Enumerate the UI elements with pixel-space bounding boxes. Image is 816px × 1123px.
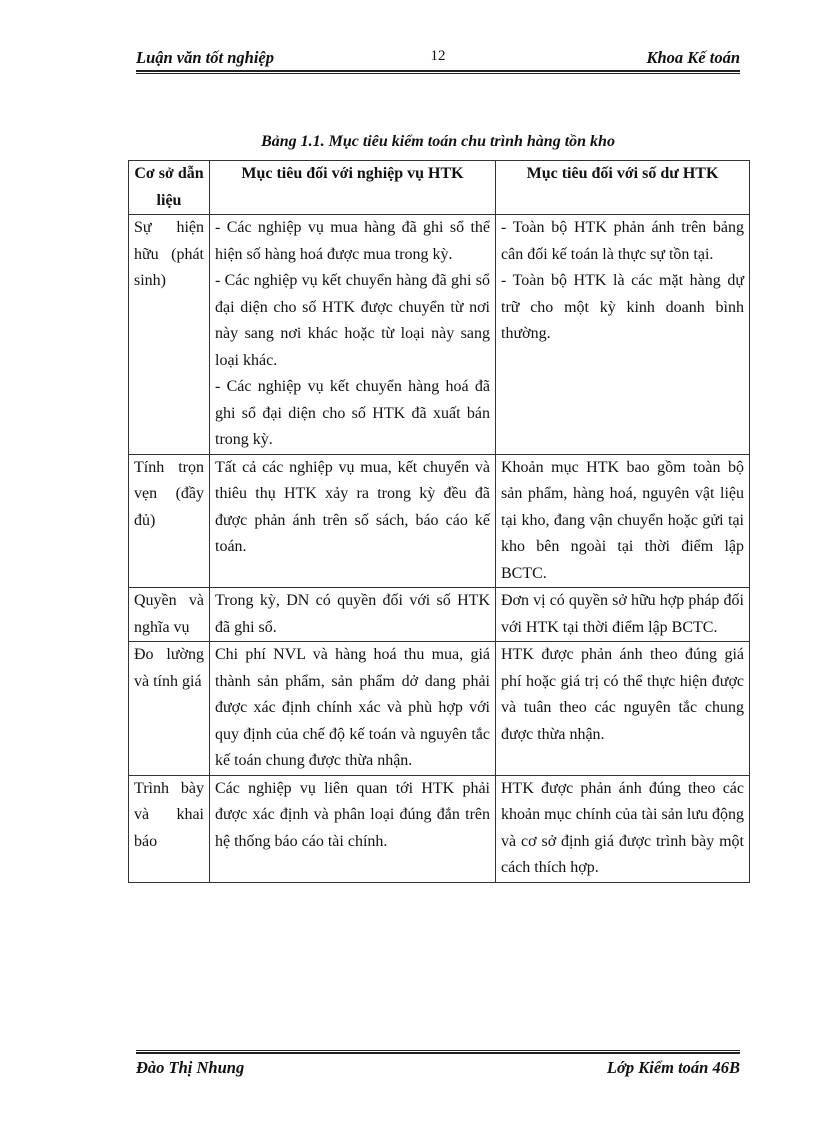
transaction-cell: [210, 775, 496, 882]
balance-item: HTK được phản ánh theo đúng giá phí hoặc giá trị có thể thực hiện được và tuân theo các nguyên tắc chung được thừa nhận.: [501, 646, 744, 743]
footer-author: Đào Thị Nhung: [136, 1058, 245, 1077]
basis-cell: Trình bày và khai báo: [129, 775, 210, 882]
audit-objectives-table: [128, 160, 750, 883]
header-basis: Cơ sở dẫn liệu: [129, 161, 210, 215]
basis-cell: Tính trọn vẹn (đầy đủ): [129, 454, 210, 588]
transaction-item: Trong kỳ, DN có quyền đối với số HTK đã ghi sổ.: [215, 592, 490, 636]
table-header-row: [129, 161, 750, 215]
header-rule-thick: [136, 70, 740, 72]
balance-cell: [496, 642, 750, 776]
header-balance-objective: Mục tiêu đối với số dư HTK: [496, 161, 750, 215]
page-footer: [136, 1058, 740, 1082]
transaction-cell: [210, 215, 496, 455]
basis-cell: Sự hiện hữu (phát sinh): [129, 215, 210, 455]
transaction-cell: [210, 454, 496, 588]
header-faculty: Khoa Kế toán: [646, 48, 740, 67]
footer-rule-thick: [136, 1052, 740, 1054]
footer-rule-thin: [136, 1050, 740, 1051]
table-row: [129, 215, 750, 455]
basis-cell: Đo lường và tính giá: [129, 642, 210, 776]
table-row: [129, 454, 750, 588]
page-number: 12: [430, 48, 446, 64]
balance-cell: [496, 215, 750, 455]
page-header: [136, 48, 740, 72]
transaction-item: - Các nghiệp vụ kết chuyển hàng hoá đã ghi sổ đại diện cho số HTK đã xuất bán trong kỳ.: [215, 378, 490, 448]
balance-item: Đơn vị có quyền sở hữu hợp pháp đối với HTK tại thời điểm lập BCTC.: [501, 592, 744, 636]
header-transaction-objective: Mục tiêu đối với nghiệp vụ HTK: [210, 161, 496, 215]
transaction-cell: [210, 588, 496, 642]
transaction-item: - Các nghiệp vụ kết chuyển hàng đã ghi sổ đại diện cho số HTK được chuyển từ nơi này sang nơi khác hoặc từ loại này sang loại khác.: [215, 272, 490, 369]
table-row: [129, 642, 750, 776]
basis-cell: Quyền và nghĩa vụ: [129, 588, 210, 642]
balance-item: - Toàn bộ HTK phản ánh trên bảng cân đối kế toán là thực sự tồn tại.: [501, 219, 744, 263]
transaction-item: Chi phí NVL và hàng hoá thu mua, giá thành sản phẩm, sản phẩm dở dang phải được xác định chính xác và phù hợp với quy định của chế độ kế toán và nguyên tắc kế toán chung được thừa nhận.: [215, 646, 490, 769]
table-row: [129, 588, 750, 642]
table-caption: Bảng 1.1. Mục tiêu kiểm toán chu trình hàng tồn kho: [261, 133, 615, 150]
header-rule-thin: [136, 73, 740, 74]
transaction-item: Các nghiệp vụ liên quan tới HTK phải được xác định và phân loại đúng đắn trên hệ thống báo cáo tài chính.: [215, 779, 490, 850]
balance-item: - Toàn bộ HTK là các mặt hàng dự trữ cho một kỳ kinh doanh bình thường.: [501, 272, 744, 342]
transaction-cell: [210, 642, 496, 776]
transaction-item: Tất cả các nghiệp vụ mua, kết chuyển và thiêu thụ HTK xảy ra trong kỳ đều đã được phản ánh trên số sách, báo cáo kế toán.: [215, 458, 490, 555]
balance-cell: [496, 588, 750, 642]
balance-cell: [496, 775, 750, 882]
transaction-item: - Các nghiệp vụ mua hàng đã ghi sổ thể hiện số hàng hoá được mua trong kỳ.: [215, 219, 490, 263]
balance-cell: [496, 454, 750, 588]
balance-item: HTK được phản ánh đúng theo các khoản mục chính của tài sản lưu động và cơ sở định giá được trình bày một cách thích hợp.: [501, 779, 744, 876]
balance-item: Khoản mục HTK bao gồm toàn bộ sản phẩm, hàng hoá, nguyên vật liệu tại kho, đang vận chuyển hoặc gửi tại kho bên ngoài tại thời điểm lập BCTC.: [501, 458, 744, 582]
footer-class: Lớp Kiểm toán 46B: [606, 1058, 740, 1077]
header-thesis-title: Luận văn tốt nghiệp: [136, 48, 274, 67]
table-row: [129, 775, 750, 882]
